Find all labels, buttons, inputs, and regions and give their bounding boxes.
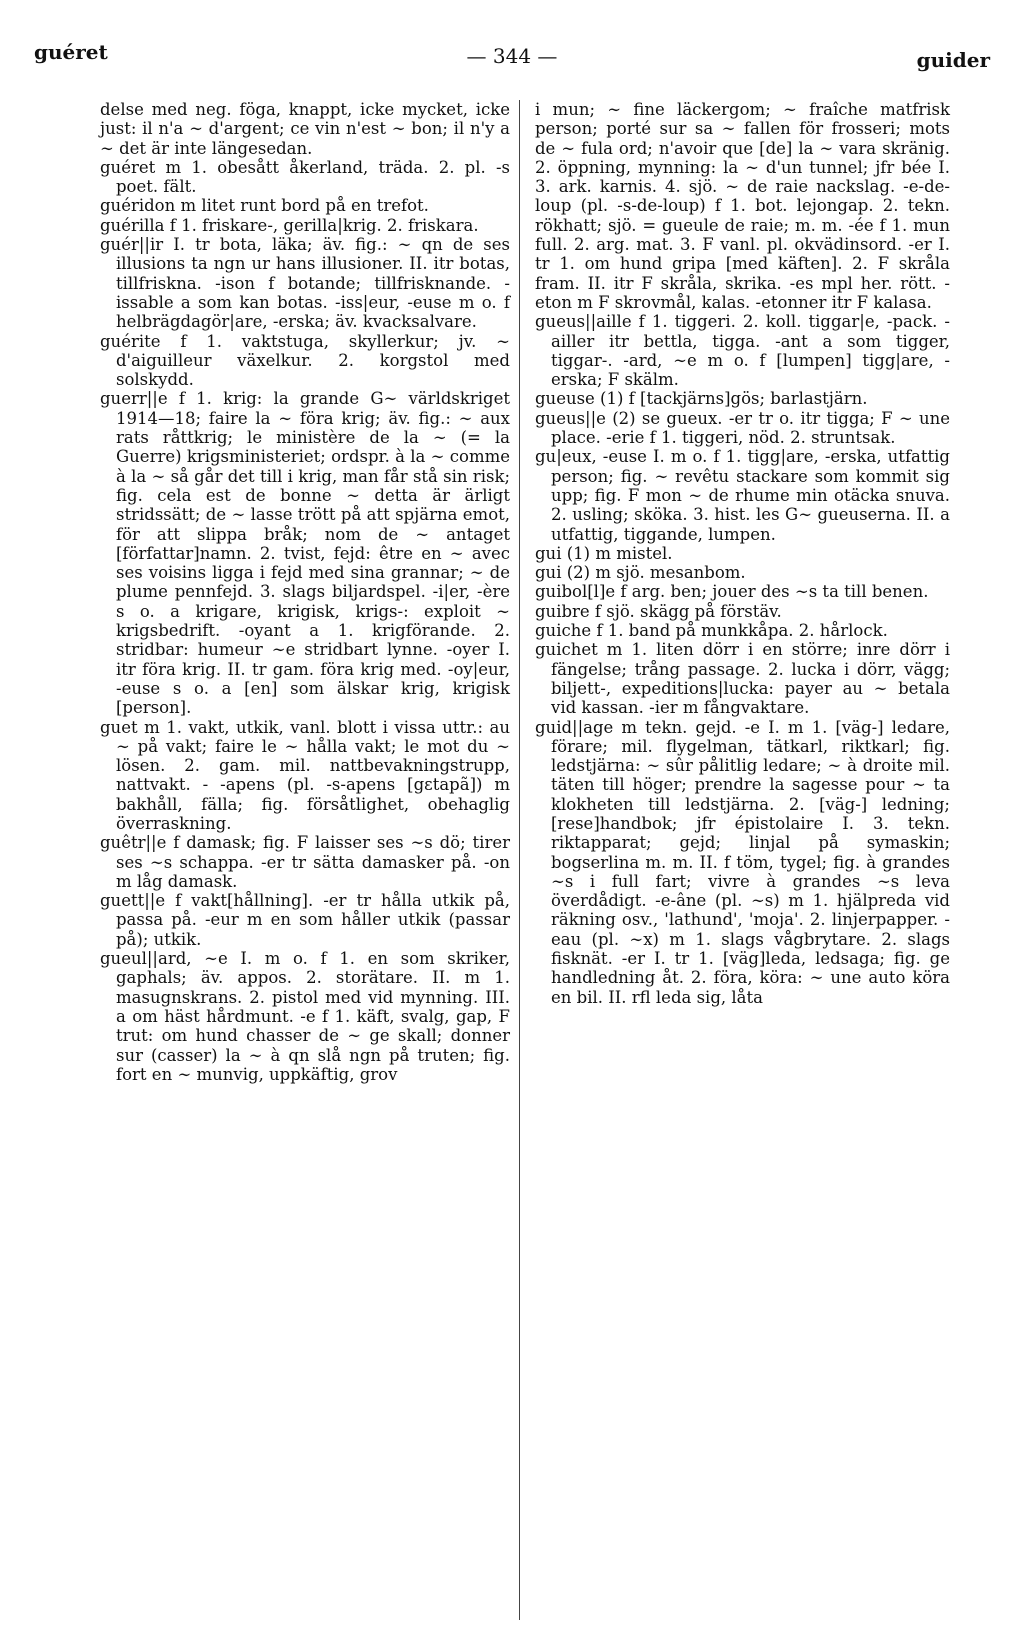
left-running-headword: guéret [34, 40, 108, 64]
dictionary-entry: gu|eux, -euse I. m o. f 1. tigg|are, -erska, utfattig person; fig. ∼ revêtu stackare som kommit sig upp; fig. F mon ∼ de rhume min otäcka snuva. 2. usling; sköka. 3. hist. les G∼ gueuserna. II. a utfattig, tiggande, lumpen. [535, 447, 950, 544]
dictionary-entry: guérite f 1. vaktstuga, skyllerkur; jv. ∼ d'aiguilleur växelkur. 2. korgstol med solskydd. [100, 331, 510, 390]
page-header [34, 40, 990, 80]
dictionary-entry: gui (1) m mistel. [535, 543, 673, 563]
dictionary-entry: guérilla f 1. friskare-, gerilla|krig. 2. friskara. [100, 215, 479, 235]
dictionary-entry: i mun; ∼ fine läckergom; ∼ fraîche matfrisk person; porté sur sa ∼ fallen för frosseri; mots de ∼ fula ord; n'avoir que [de] la ∼ vara skränig. 2. öppning, mynning: la ∼ d'un tunnel; jfr bée I. 3. ark. karnis. 4. sjö. ∼ de raie nackslag. -e-de-loup (pl. -s-de-loup) f 1. bot. lejongap. 2. tekn. rökhatt; sjö. = gueule de raie; m. m. -ée f 1. mun full. 2. arg. mat. 3. F vanl. pl. okvädinsord. -er I. tr 1. om hund gripa [med käften]. 2. F skråla fram. II. itr F skråla, skrika. -es mpl her. rött. -eton m F skrovmål, kalas. -etonner itr F kalasa. [535, 100, 950, 312]
dictionary-entry: gueul||ard, ∼e I. m o. f 1. en som skriker, gaphals; äv. appos. 2. storätare. II. m 1. masugnskrans. 2. pistol med vid mynning. III. a om häst hårdmunt. -e f 1. käft, svalg, gap, F trut: om hund chasser de ∼ ge skall; donner sur (casser) la ∼ à qn slå ngn på truten; fig. fort en ∼ munvig, uppkäftig, grov [100, 949, 510, 1084]
dictionary-entry: gueus||aille f 1. tiggeri. 2. koll. tiggar|e, -pack. -ailler itr bettla, tigga. -ant a som tigger, tiggar-. -ard, ∼e m o. f [lumpen] tigg|are, -erska; F skälm. [535, 312, 950, 390]
page-number: — 344 — [466, 44, 558, 68]
dictionary-entry: guet m 1. vakt, utkik, vanl. blott i vissa uttr.: au ∼ på vakt; faire le ∼ hålla vakt; le mot du ∼ lösen. 2. gam. mil. nattbevakningstrupp, nattvakt. - -apens (pl. -s-apens [gɛtapã]) m bakhåll, fälla; fig. försåtlighet, obehaglig överraskning. [100, 717, 510, 833]
dictionary-entry: guichet m 1. liten dörr i en större; inre dörr i fängelse; trång passage. 2. lucka i dörr, vägg; biljett-, expeditions|lucka: payer au ∼ betala vid kassan. -ier m fångvaktare. [535, 640, 950, 718]
dictionary-entry: guér||ir I. tr bota, läka; äv. fig.: ∼ qn de ses illusions ta ngn ur hans illusioner. II. itr botas, tillfriskna. -ison f botande; tillfrisknande. -issable a som kan botas. -iss|eur, -euse m o. f helbrägdagör|are, -erska; äv. kvacksalvare. [100, 235, 510, 332]
dictionary-entry: delse med neg. föga, knappt, icke mycket, icke just: il n'a ∼ d'argent; ce vin n'est ∼ bon; il n'y a ∼ det är inte längesedan. [100, 100, 510, 158]
right-running-headword: guider [916, 48, 990, 72]
dictionary-entry: guéridon m litet runt bord på en trefot. [100, 196, 429, 216]
dictionary-entry: guett||e f vakt[hållning]. -er tr hålla utkik på, passa på. -eur m en som håller utkik (passar på); utkik. [100, 891, 510, 949]
dictionary-entry: guibol[l]e f arg. ben; jouer des ∼s ta till benen. [535, 582, 929, 602]
dictionary-entry: guéret m 1. obesått åkerland, träda. 2. pl. -s poet. fält. [100, 157, 510, 197]
dictionary-entry: gueuse (1) f [tackjärns]gös; barlastjärn. [535, 389, 868, 409]
dictionary-entry: gui (2) m sjö. mesanbom. [535, 563, 746, 583]
dictionary-entry: guiche f 1. band på munkkåpa. 2. hårlock. [535, 621, 888, 641]
right-column [535, 100, 950, 1007]
dictionary-entry: guibre f sjö. skägg på förstäv. [535, 601, 782, 621]
column-divider [519, 100, 520, 1620]
dictionary-entry: guerr||e f 1. krig: la grande G∼ världskriget 1914—18; faire la ∼ föra krig; äv. fig.: ∼ aux rats råttkrig; le ministère de la ∼ (= la Guerre) krigsministeriet; ordspr. à la ∼ comme à la ∼ så går det till i krig, man får stå sin risk; fig. cela est de bonne ∼ detta är ärligt stridssätt; de ∼ lasse trött på att spjärna emot, för att slippa bråk; nom de ∼ antaget [författar]namn. 2. tvist, fejd: être en ∼ avec ses voisins ligga i fejd med sina grannar; ∼ de plume pennfejd. 3. slags biljardspel. -i|er, -ère s o. a krigare, krigisk, krigs-: exploit ∼ krigsbedrift. -oyant a 1. krigförande. 2. stridbar: humeur ∼e stridbart lynne. -oyer I. itr föra krig. II. tr gam. föra krig med. -oy|eur, -euse s o. a [en] som älskar krig, krigisk [person]. [100, 389, 510, 718]
dictionary-entry: guid||age m tekn. gejd. -e I. m 1. [väg-] ledare, förare; mil. flygelman, tätkarl, riktkarl; fig. ledstjärna: ∼ sûr pålitlig ledare; ∼ à droite mil. täten till höger; prendre la sagesse pour ∼ ta klokheten till ledstjärna. 2. [väg-] ledning; [rese]handbok; jfr épistolaire I. 3. tekn. riktapparat; gejd; linjal på symaskin; bogserlina m. m. II. f töm, tygel; fig. à grandes ∼s i full fart; vivre à grandes ∼s leva överdådigt. -e-âne (pl. ∼s) m 1. hjälpreda vid räkning osv., 'lathund', 'moja'. 2. linjerpapper. -eau (pl. ∼x) m 1. slags vågbrytare. 2. slags fisknät. -er I. tr 1. [väg]leda, ledsaga; fig. ge handledning åt. 2. föra, köra: ∼ une auto köra en bil. II. rfl leda sig, låta [535, 717, 950, 1007]
dictionary-entry: guêtr||e f damask; fig. F laisser ses ∼s dö; tirer ses ∼s schappa. -er tr sätta damasker på. -on m låg damask. [100, 833, 510, 891]
left-column [100, 100, 510, 1084]
dictionary-entry: gueus||e (2) se gueux. -er tr o. itr tigga; F ∼ une place. -erie f 1. tiggeri, nöd. 2. struntsak. [535, 408, 950, 448]
